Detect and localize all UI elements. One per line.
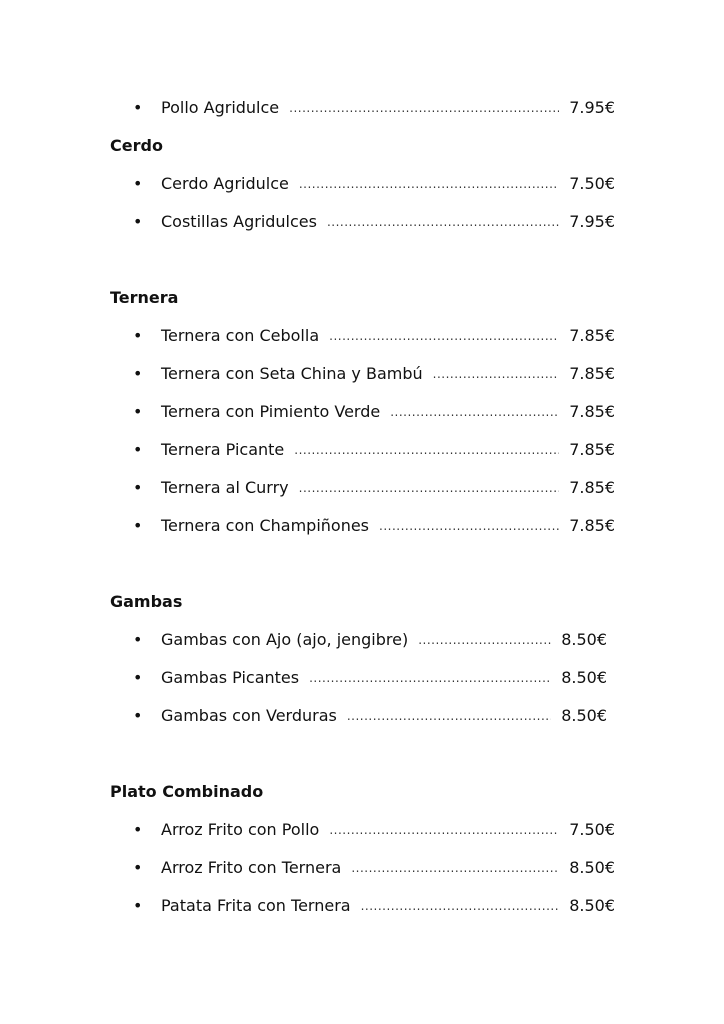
dot-leader	[418, 621, 551, 659]
section-spacer	[110, 735, 615, 773]
menu-item	[110, 621, 607, 659]
bullet-icon: •	[133, 668, 143, 687]
dot-leader	[289, 89, 559, 127]
bullet-icon: •	[133, 440, 143, 459]
dot-leader	[351, 849, 559, 887]
menu-item	[110, 811, 615, 849]
bullet-icon: •	[133, 820, 143, 839]
dot-leader	[299, 165, 559, 203]
bullet-icon: •	[133, 630, 143, 649]
item-price: 7.85€	[569, 326, 615, 345]
dot-leader	[327, 203, 559, 241]
item-price: 7.85€	[569, 364, 615, 383]
menu-item	[110, 431, 615, 469]
dot-leader	[361, 887, 560, 925]
bullet-icon: •	[133, 402, 143, 421]
dot-leader	[329, 811, 559, 849]
menu-item	[110, 393, 615, 431]
item-price: 7.95€	[569, 212, 615, 231]
dot-leader	[379, 507, 559, 545]
item-name: Arroz Frito con Ternera	[161, 858, 342, 877]
dot-leader	[390, 393, 559, 431]
section-heading: Ternera	[110, 288, 179, 307]
dot-leader	[309, 659, 551, 697]
menu-item	[110, 89, 615, 127]
menu-item	[110, 469, 615, 507]
menu-item	[110, 659, 607, 697]
section-heading: Plato Combinado	[110, 782, 264, 801]
item-price: 8.50€	[561, 706, 607, 725]
bullet-icon: •	[133, 516, 143, 535]
menu-item	[110, 887, 615, 925]
item-name: Ternera Picante	[161, 440, 285, 459]
item-name: Ternera con Champiñones	[161, 516, 370, 535]
item-name: Ternera con Cebolla	[161, 326, 320, 345]
section-heading: Gambas	[110, 592, 183, 611]
item-name: Ternera al Curry	[161, 478, 289, 497]
bullet-icon: •	[133, 212, 143, 231]
menu-item	[110, 507, 615, 545]
bullet-icon: •	[133, 364, 143, 383]
item-name: Arroz Frito con Pollo	[161, 820, 320, 839]
item-price: 8.50€	[561, 668, 607, 687]
item-name: Cerdo Agridulce	[161, 174, 289, 193]
bullet-icon: •	[133, 706, 143, 725]
dot-leader	[433, 355, 560, 393]
menu-item	[110, 317, 615, 355]
item-name: Gambas Picantes	[161, 668, 300, 687]
dot-leader	[299, 469, 560, 507]
section-spacer	[110, 545, 615, 583]
item-price: 7.50€	[569, 820, 615, 839]
item-name: Pollo Agridulce	[161, 98, 280, 117]
item-price: 8.50€	[561, 630, 607, 649]
item-price: 7.95€	[569, 98, 615, 117]
section-heading: Cerdo	[110, 136, 163, 155]
menu-item	[110, 355, 615, 393]
menu-document	[110, 89, 615, 925]
item-name: Ternera con Pimiento Verde	[161, 402, 381, 421]
item-price: 7.85€	[569, 478, 615, 497]
item-price: 7.50€	[569, 174, 615, 193]
menu-item	[110, 849, 615, 887]
item-price: 7.85€	[569, 440, 615, 459]
item-price: 8.50€	[569, 896, 615, 915]
menu-item	[110, 697, 607, 735]
dot-leader	[347, 697, 551, 735]
item-name: Gambas con Ajo (ajo, jengibre)	[161, 630, 409, 649]
item-price: 8.50€	[569, 858, 615, 877]
dot-leader	[329, 317, 559, 355]
menu-item	[110, 165, 615, 203]
bullet-icon: •	[133, 98, 143, 117]
bullet-icon: •	[133, 478, 143, 497]
item-price: 7.85€	[569, 402, 615, 421]
bullet-icon: •	[133, 896, 143, 915]
bullet-icon: •	[133, 174, 143, 193]
item-name: Gambas con Verduras	[161, 706, 337, 725]
bullet-icon: •	[133, 858, 143, 877]
menu-item	[110, 203, 615, 241]
item-name: Ternera con Seta China y Bambú	[161, 364, 423, 383]
item-name: Patata Frita con Ternera	[161, 896, 351, 915]
item-name: Costillas Agridulces	[161, 212, 317, 231]
bullet-icon: •	[133, 326, 143, 345]
item-price: 7.85€	[569, 516, 615, 535]
dot-leader	[294, 431, 559, 469]
section-spacer	[110, 241, 615, 279]
